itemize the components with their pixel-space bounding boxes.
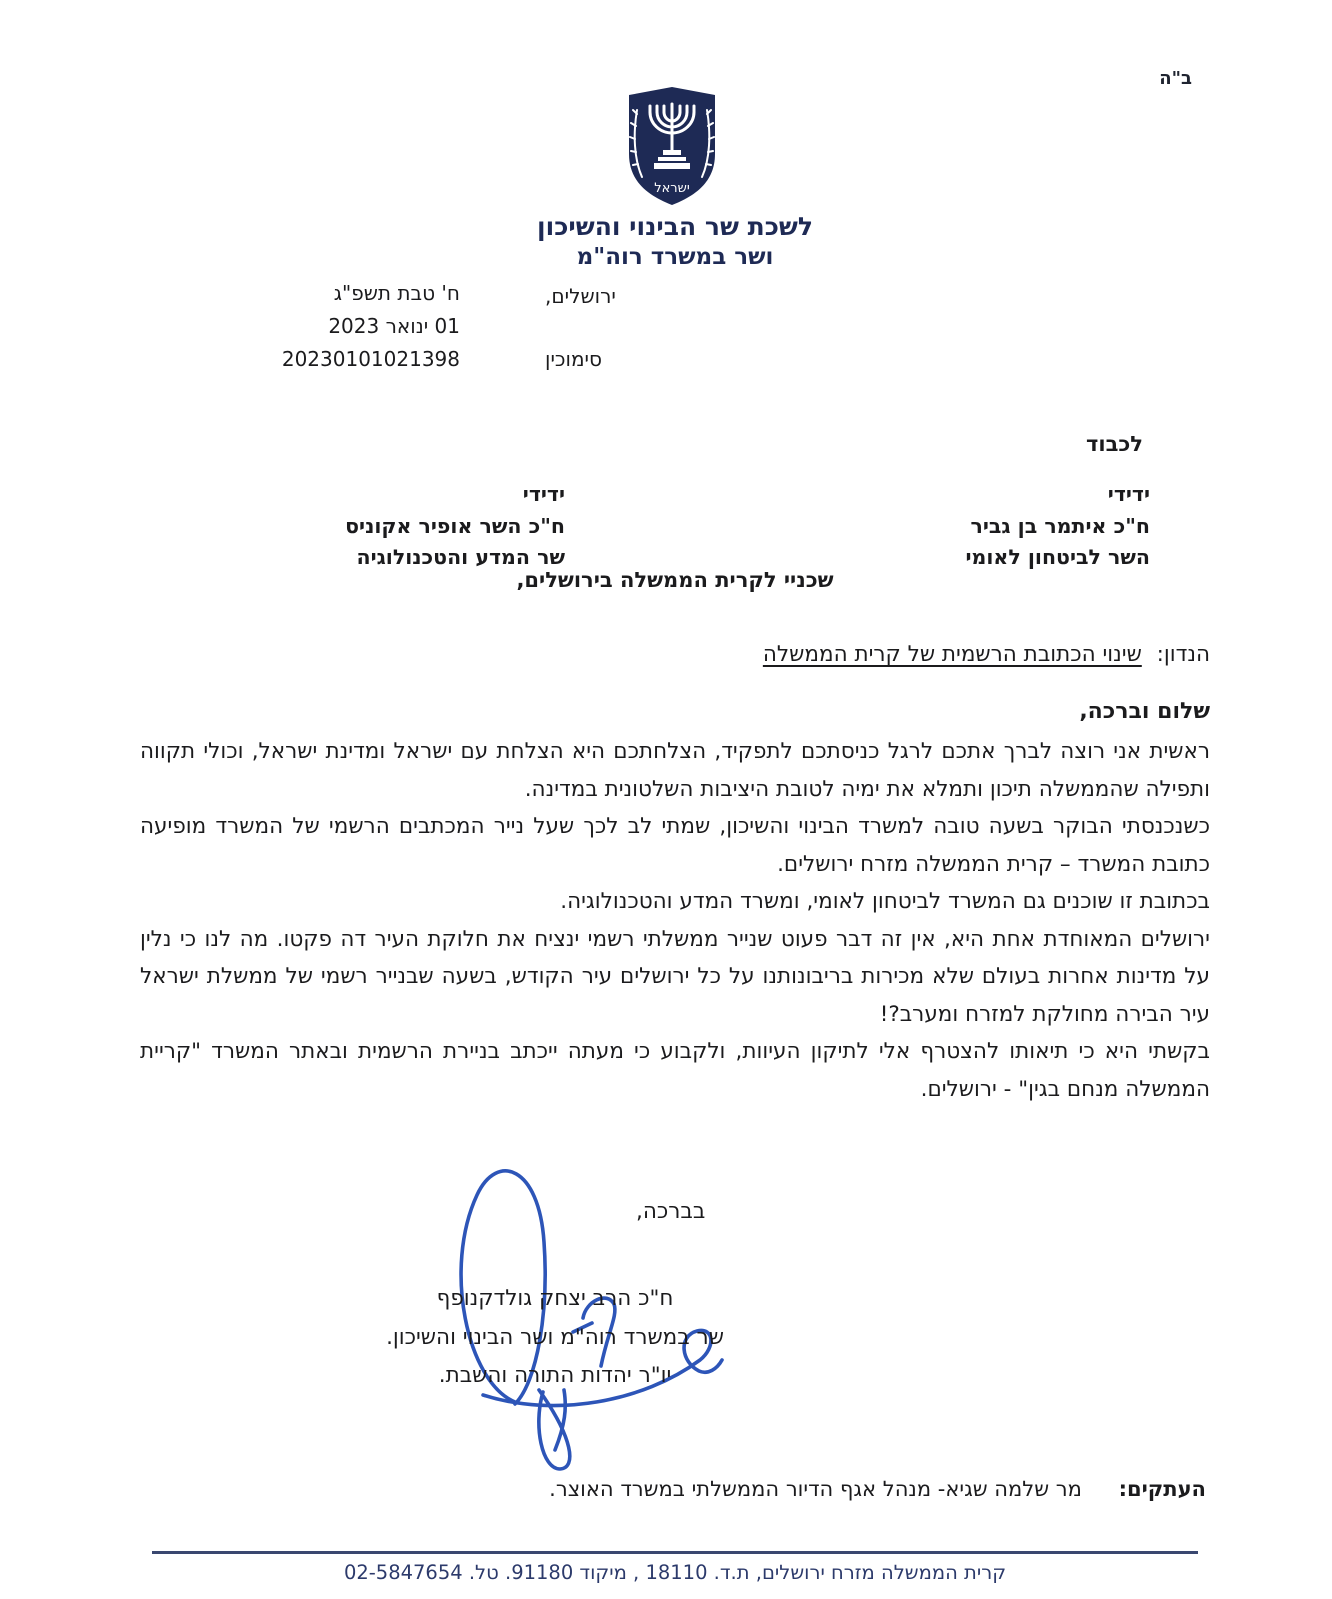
copies-line	[549, 1477, 1206, 1501]
signer-title-2: יו"ר יהדות התורה והשבת.	[438, 1363, 672, 1388]
letter-body	[140, 733, 1210, 1108]
recipient-name: ח"כ איתמר בן גביר	[970, 513, 1150, 538]
recipient-column-right	[966, 479, 1151, 574]
signer-name: ח"כ הרב יצחק גולדקנופף	[436, 1286, 674, 1311]
subject-line	[763, 642, 1210, 667]
copies-text: מר שלמה שגיא- מנהל אגף הדיור הממשלתי במשרד האוצר.	[549, 1477, 1082, 1501]
gregorian-date: 01 ינואר 2023	[328, 314, 460, 338]
footer-address: קרית הממשלה מזרח ירושלים, ת.ד. 18110 , מיקוד 91180. טל. 02-5847654	[343, 1561, 1007, 1584]
bsd-mark: ב"ה	[1159, 68, 1192, 89]
letterhead-line2: ושר במשרד רוה"מ	[576, 243, 774, 270]
subject-text: שינוי הכתובת הרשמית של קרית הממשלה	[762, 642, 1142, 667]
closing-word: בברכה,	[636, 1199, 706, 1224]
letterhead-line1: לשכת שר הבינוי והשיכון	[537, 212, 813, 241]
recipient-title: השר לביטחון לאומי	[965, 545, 1150, 569]
paragraph: כשנכנסתי הבוקר בשעה טובה למשרד הבינוי והשיכון, שמתי לב לכך שעל נייר המכתבים הרשמי של המשרד מופיעה כתובת המשרד – קרית הממשלה מזרח ירושלים.	[140, 814, 1210, 877]
paragraph: בקשתי היא כי תיאותו להצטרף אלי לתיקון העיוות, ולקבוע כי מעתה ייכתב בניירת הרשמית ובאתר המשרד "קריית הממשלה מנחם בגין" - ירושלים.	[140, 1039, 1210, 1102]
subject-label: הנדון:	[1156, 642, 1210, 667]
recipient-name: ח"כ השר אופיר אקוניס	[345, 513, 565, 538]
greeting: שלום וברכה,	[1079, 699, 1210, 724]
footer-rule	[152, 1551, 1198, 1554]
recipients-shared-line: שכניי לקרית הממשלה בירושלים,	[516, 568, 834, 592]
signature-block	[315, 1280, 795, 1396]
paragraph: בכתובת זו שוכנים גם המשרד לביטחון לאומי, ומשרד המדע והטכנולוגיה.	[560, 889, 1210, 914]
recipient-title: שר המדע והטכנולוגיה	[356, 545, 565, 569]
signer-title-1: שר במשרד רוה"מ ושר הבינוי והשיכון.	[386, 1324, 724, 1350]
emblem-label: ישראל	[654, 181, 690, 196]
salutation: לכבוד	[1086, 432, 1143, 456]
hebrew-date: ח' טבת תשפ"ג	[333, 281, 460, 305]
reference-number: 20230101021398	[281, 347, 460, 371]
recipient-greeting: ידידי	[1107, 482, 1150, 506]
paragraph: ראשית אני רוצה לברך אתכם לרגל כניסתכם לתפקיד, הצלחתכם היא הצלחת עם ישראל ומדינת ישראל, וכולי תקווה ותפילה שהממשלה תיכון ותמלא את ימיה לטובת היציבות השלטונית במדינה.	[140, 739, 1210, 802]
recipient-greeting: ידידי	[522, 482, 565, 506]
israel-state-emblem	[620, 84, 724, 208]
paragraph: ירושלים המאוחדת אחת היא, אין זה דבר פעוט שנייר ממשלתי רשמי ינציח את חלוקת העיר דה פקטו. מה לנו כי נלין על מדינות אחרות בעולם שלא מכירות בריבונותנו על כל ירושלים עיר הקודש, בשעה שבנייר רשמי של ממשלת ישראל עיר הבירה מחולקת למזרח ומערב?!	[140, 926, 1210, 1027]
recipient-column-left	[345, 479, 565, 574]
letterhead	[345, 212, 1005, 271]
copies-label: העתקים:	[1118, 1477, 1206, 1501]
date-city: ירושלים,	[545, 284, 616, 308]
reference-label: סימוכין	[545, 347, 602, 371]
